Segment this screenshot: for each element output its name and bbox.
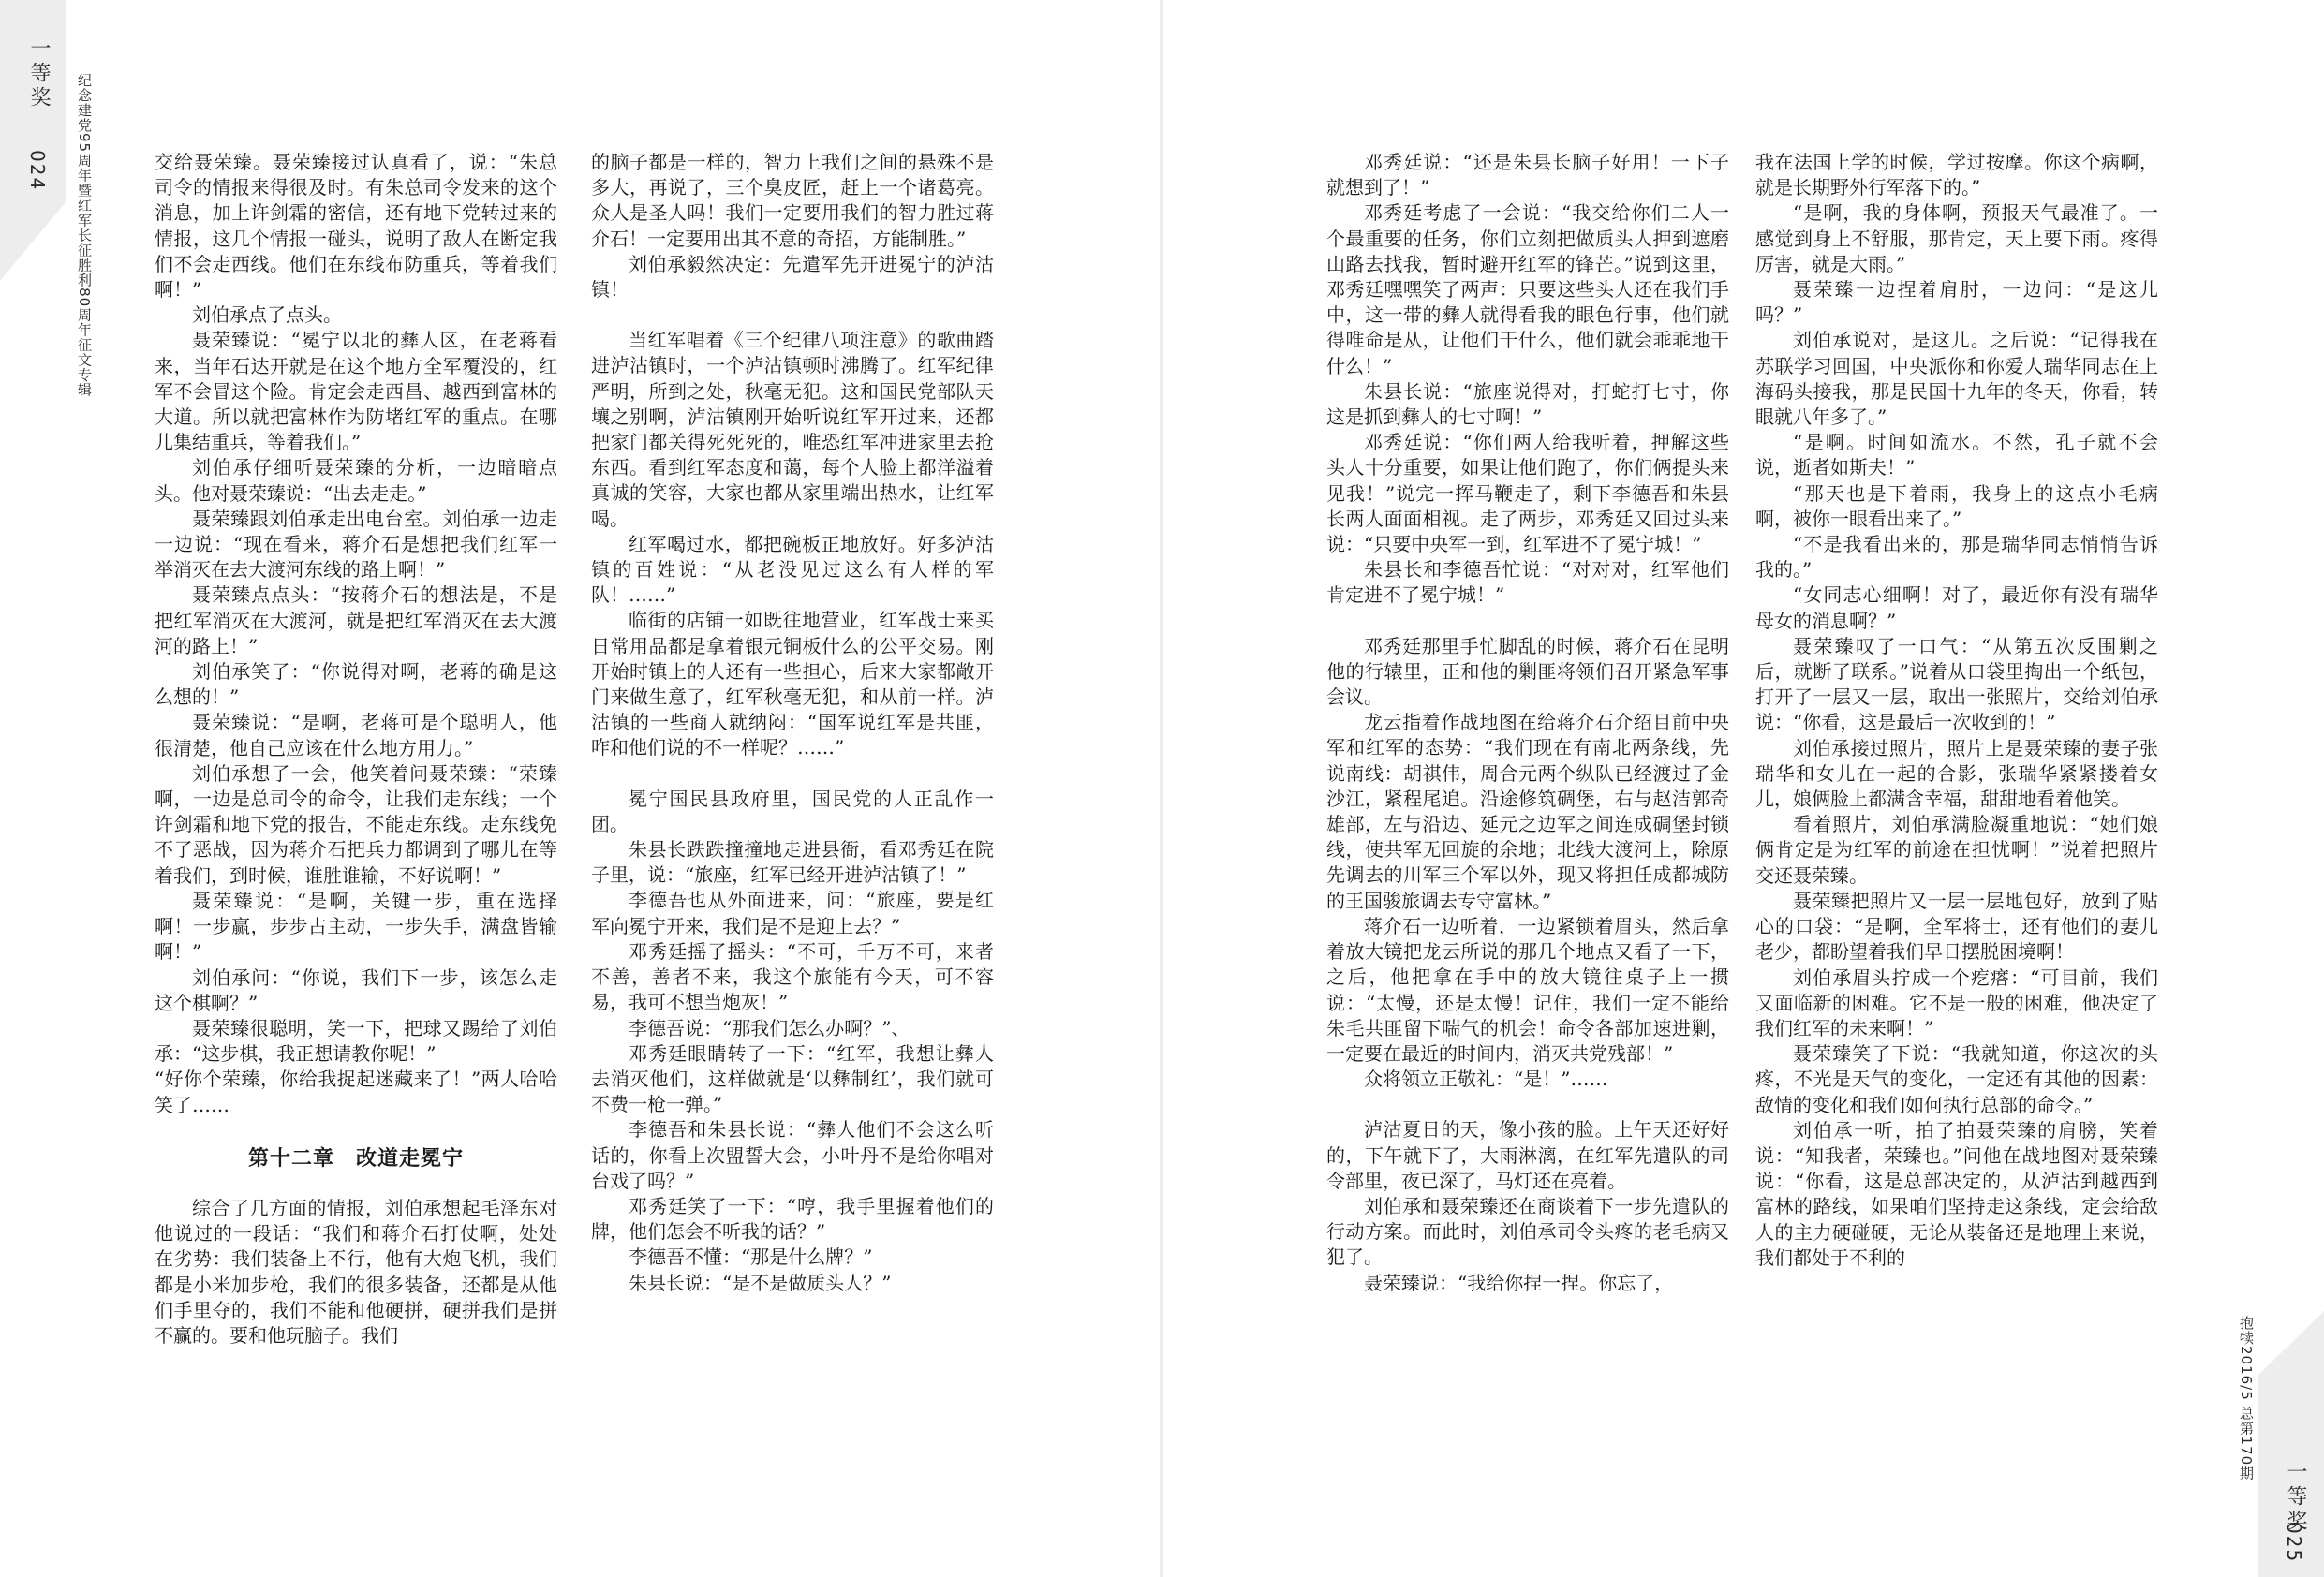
paragraph: 朱县长说：“旅座说得对，打蛇打七寸，你这是抓到彝人的七寸啊！” [1326,379,1729,429]
paragraph: “女同志心细啊！对了，最近你有没有瑞华母女的消息啊？” [1755,583,2158,632]
paragraph: 蒋介石一边听着，一边紧锁着眉头，然后拿着放大镜把龙云所说的那几个地点又看了一下，之后，他把拿在手中的放大镜往桌子上一掼说：“太慢，还是太慢！记住，我们一定不能给朱毛共匪留下喘气的机会！命令各部加速进剿，一定要在最近的时间内，消灭共党残部！” [1326,914,1729,1065]
paragraph: 聂荣臻点点头：“按蒋介石的想法是，不是把红军消灭在大渡河，就是把红军消灭在去大渡河的路上！” [155,583,557,657]
issue-info: 抱犊2016/5 总第170期 [2238,1316,2255,1481]
paragraph: 当红军唱着《三个纪律八项注意》的歌曲踏进泸沽镇时，一个泸沽镇顿时沸腾了。红军纪律严明，所到之处，秋毫无犯。这和国民党部队天壤之别啊，泸沽镇刚开始听说红军开过来，还都把家门都关得死死死的，唯恐红军冲进家里去抢东西。看到红军态度和蔼，每个人脸上都洋溢着真诚的笑容，大家也都从家里端出热水，让红军喝。 [591,329,994,530]
series-title: 纪念建党95周年暨红军长征胜利80周年征文专辑 [76,73,93,398]
paragraph: 刘伯承说对，是这儿。之后说：“记得我在苏联学习回国，中央派你和你爱人瑞华同志在上海码头接我，那是民国十九年的冬天，你看，转眼就八年多了。” [1755,329,2158,429]
paragraph: 聂荣臻笑了下说：“我就知道，你这次的头疼，不光是天气的变化，一定还有其他的因素：敌情的变化和我们如何执行总部的命令。” [1755,1042,2158,1116]
paragraph: 红军喝过水，都把碗板正地放好。好多泸沽镇的百姓说：“从老没见过这么有人样的军队！……” [591,532,994,607]
left-award-label: 一等奖 [27,37,51,111]
paragraph: 邓秀廷说：“你们两人给我听着，押解这些头人十分重要，如果让他们跑了，你们俩提头来见我！”说完一挥马鞭走了，剩下李德吾和朱县长两人面面相视。走了两步，邓秀廷又回过头来说：“只要中央军一到，红军进不了冕宁城！” [1326,431,1729,556]
paragraph: 李德吾也从外面进来，问：“旅座，要是红军向冕宁开来，我们是不是迎上去？” [591,889,994,937]
paragraph: 聂荣臻一边捏着肩肘，一边问：“是这儿吗？” [1755,278,2158,327]
paragraph: 刘伯承眉头拧成一个疙瘩：“可目前，我们又面临新的困难。它不是一般的困难，他决定了我们红军的未来啊！” [1755,965,2158,1039]
paragraph: 李德吾说：“那我们怎么办啊？”、 [629,1016,910,1039]
paragraph: “是啊，我的身体啊，预报天气最准了。一感觉到身上不舒服，那肯定，天上要下雨。疼得厉害，就是大雨。” [1755,201,2158,275]
right-column-2 [1755,150,2158,1271]
paragraph: 邓秀廷考虑了一会说：“我交给你们二人一个最重要的任务，你们立刻把做质头人押到遮磨山路去找我，暂时避开红军的锋芒。”说到这里，邓秀廷嘿嘿笑了两声：只要这些头人还在我们手中，这一带的彝人就得看我的眼色行事，他们就得唯命是从，让他们干什么，他们就会乖乖地干什么！” [1326,201,1729,377]
paragraph: 刘伯承和聂荣臻还在商谈着下一步先遣队的行动方案。而此时，刘伯承司令头疼的老毛病又犯了。 [1326,1194,1729,1269]
paragraph: 刘伯承问：“你说，我们下一步，该怎么走这个棋啊？” [155,965,557,1014]
paragraph: 龙云指着作战地图在给蒋介石介绍目前中央军和红军的态势：“我们现在有南北两条线，先说南线：胡祺伟，周合元两个纵队已经渡过了金沙江，紧程尾追。沿途修筑碉堡，右与赵洁郭奇雄部，左与沿边、延元之边军之间连成碉堡封锁线，使共军无回旋的余地；北线大渡河上，除原先调去的川军三个军以外，现又将担任成都城防的王国骏旅调去专守富林。” [1326,711,1729,912]
paragraph: 综合了几方面的情报，刘伯承想起毛泽东对他说过的一段话：“我们和蒋介石打仗啊，处处在劣势：我们装备上不行，他有大炮飞机，我们都是小米加步枪，我们的很多装备，还都是从他们手里夺的，我们不能和他硬拼，硬拼我们是拼不赢的。要和他玩脑子。我们 [155,1196,557,1347]
paragraph: 交给聂荣臻。聂荣臻接过认真看了，说：“朱总司令的情报来得很及时。有朱总司令发来的这个消息，加上许剑霜的密信，还有地下党转过来的情报，这几个情报一碰头，说明了敌人在断定我们不会走西线。他们在东线布防重兵，等着我们啊！” [155,151,557,302]
paragraph: 聂荣臻说：“冕宁以北的彝人区，在老蒋看来，当年石达开就是在这个地方全军覆没的，红军不会冒这个险。肯定会走西昌、越西到富林的大道。所以就把富林作为防堵红军的重点。在哪儿集结重兵，等着我们。” [155,329,557,454]
paragraph: 聂荣臻很聪明，笑一下，把球又踢给了刘伯承：“这步棋，我正想请教你呢！” [155,1016,557,1066]
paragraph: 李德吾和朱县长说：“彝人他们不会这么听话的，你看上次盟誓大会，小叶丹不是给你唱对台戏了吗？” [591,1118,994,1192]
paragraph: 刘伯承一听，拍了拍聂荣臻的肩膀，笑着说：“知我者，荣臻也。”问他在战地图对聂荣臻说：“你看，这是总部决定的，从泸沽到越西到富林的路线，如果咱们坚持走这条线，定会给敌人的主力硬碰硬，无论从装备还是地理上来说，我们都处于不利的 [1755,1118,2158,1269]
paragraph: 朱县长和李德吾忙说：“对对对，红军他们肯定进不了冕宁城！” [1326,558,1729,607]
paragraph: “是啊。时间如流水。不然，孔子就不会说，逝者如斯夫！” [1755,431,2158,479]
paragraph: 刘伯承毅然决定：先遣军先开进冕宁的泸沽镇！ [591,252,994,302]
left-page-number: 024 [26,150,49,192]
paragraph: 邓秀廷摇了摇头：“不可，千万不可，来者不善，善者不来，我这个旅能有今天，可不容易，我可不想当炮灰！” [591,939,994,1014]
chapter-heading: 第十二章 改道走冕宁 [247,1146,464,1171]
paragraph: 聂荣臻说：“我给你捏一捏。你忘了， [1364,1271,1674,1294]
paragraph: 泸沽夏日的天，像小孩的脸。上午天还好好的，下午就下了，大雨淋漓，在红军先遣队的司令部里，夜已深了，马灯还在亮着。 [1326,1118,1729,1192]
paragraph: “好你个荣臻，你给我捉起迷藏来了！”两人哈哈笑了…… [155,1068,557,1116]
paragraph: 李德吾不懂：“那是什么牌？” [629,1245,873,1269]
right-column-1 [1326,150,1729,1296]
paragraph: 朱县长说：“是不是做质头人？” [629,1271,892,1294]
paragraph: 我在法国上学的时候，学过按摩。你这个病啊，就是长期野外行军落下的。” [1755,151,2158,199]
paragraph: 朱县长跌跌撞撞地走进县衙，看邓秀廷在院子里，说：“旅座，红军已经开进泸沽镇了！” [591,838,994,887]
paragraph: “那天也是下着雨，我身上的这点小毛病啊，被你一眼看出来了。” [1755,481,2158,530]
paragraph: 临街的店铺一如既往地营业，红军战士来买日常用品都是拿着银元铜板什么的公平交易。刚开始时镇上的人还有一些担心，后来大家都敞开门来做生意了，红军秋毫无犯，和从前一样。泸沽镇的一些商人就纳闷：“国军说红军是共匪，咋和他们说的不一样呢？……” [591,609,994,759]
paragraph: 刘伯承接过照片，照片上是聂荣臻的妻子张瑞华和女儿在一起的合影，张瑞华紧紧搂着女儿，娘俩脸上都满含幸福，甜甜地看着他笑。 [1755,736,2158,811]
paragraph: 刘伯承点了点头。 [192,303,342,327]
left-column-1 [155,150,557,1349]
paragraph: 邓秀廷眼睛转了一下：“红军，我想让彝人去消灭他们，这样做就是‘以彝制红’，我们就可不费一枪一弹。” [591,1041,994,1116]
paragraph: 邓秀廷那里手忙脚乱的时候，蒋介石在昆明他的行辕里，正和他的剿匪将领们召开紧急军事会议。 [1326,634,1729,709]
paragraph: 聂荣臻说：“是啊，关键一步，重在选择啊！一步赢，步步占主动，一步失手，满盘皆输啊！” [155,889,557,964]
paragraph: 聂荣臻把照片又一层一层地包好，放到了贴心的口袋：“是啊，全军将士，还有他们的妻儿老少，都盼望着我们早日摆脱困境啊！ [1755,889,2158,964]
paragraph: 刘伯承想了一会，他笑着问聂荣臻：“荣臻啊，一边是总司令的命令，让我们走东线；一个许剑霜和地下党的报告，不能走东线。走东线免不了恶战，因为蒋介石把兵力都调到了哪儿在等着我们，到时候，谁胜谁输，不好说啊！” [155,761,557,887]
paragraph: 刘伯承笑了：“你说得对啊，老蒋的确是这么想的！” [155,660,557,709]
paragraph: 聂荣臻说：“是啊，老蒋可是个聪明人，他很清楚，他自己应该在什么地方用力。” [155,711,557,759]
paragraph: 聂荣臻叹了一口气：“从第五次反围剿之后，就断了联系。”说着从口袋里掏出一个纸包，打开了一层又一层，取出一张照片，交给刘伯承说：“你看，这是最后一次收到的！” [1755,634,2158,734]
paragraph: “不是我看出来的，那是瑞华同志悄悄告诉我的。” [1755,533,2158,582]
paragraph: 冕宁国民县政府里，国民党的人正乱作一团。 [591,787,994,835]
paragraph: 看着照片，刘伯承满脸凝重地说：“她们娘俩肯定是为红军的前途在担忧啊！”说着把照片交还聂荣臻。 [1755,813,2158,887]
left-column-2 [591,150,994,1296]
paragraph: 邓秀廷笑了一下：“哼，我手里握着他们的牌，他们怎会不听我的话？” [591,1194,994,1244]
paragraph: 聂荣臻跟刘伯承走出电台室。刘伯承一边走一边说：“现在看来，蒋介石是想把我们红军一举消灭在去大渡河东线的路上啊！” [155,507,557,582]
paragraph: 的脑子都是一样的，智力上我们之间的悬殊不是多大，再说了，三个臭皮匠，赶上一个诸葛亮。众人是圣人吗！我们一定要用我们的智力胜过蒋介石！一定要用出其不意的奇招，方能制胜。” [591,151,994,250]
paragraph: 邓秀廷说：“还是朱县长脑子好用！一下子就想到了！” [1326,151,1729,199]
paragraph: 众将领立正敬礼：“是！”…… [1364,1068,1608,1091]
right-award-label: 一等奖 [2284,1461,2307,1534]
right-page-number: 025 [2283,1522,2305,1564]
paragraph: 刘伯承仔细听聂荣臻的分析，一边暗暗点头。他对聂荣臻说：“出去走走。” [155,456,557,505]
